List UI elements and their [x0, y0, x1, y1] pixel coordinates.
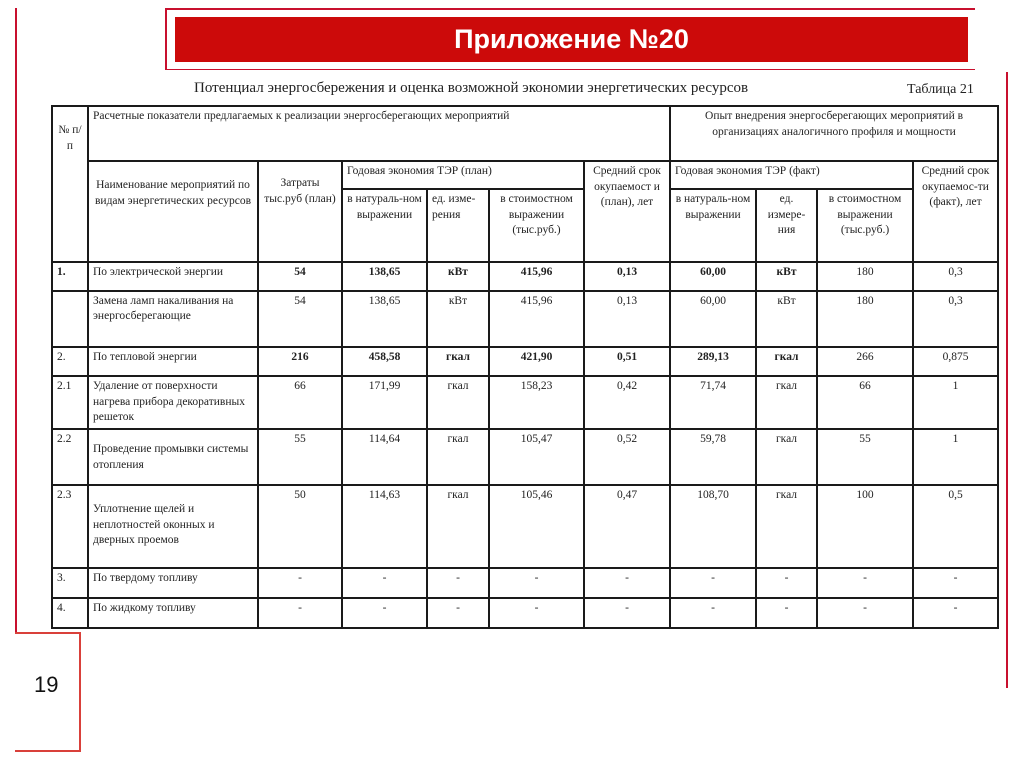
row-nat-plan: 171,99	[342, 376, 427, 429]
row-unit-fact: гкал	[756, 347, 817, 376]
row-value-plan: 158,23	[489, 376, 584, 429]
page-number: 19	[34, 672, 59, 697]
row-unit-fact: гкал	[756, 429, 817, 485]
header-calc-group: Расчетные показатели предлагаемых к реализации энергосберегающих мероприятий	[88, 106, 670, 161]
table-row	[52, 376, 998, 429]
frame-line-left-bottom-vertical	[79, 632, 81, 752]
row-num: 1.	[52, 262, 88, 291]
header-cost-expr-fact: в стоимостном выражении (тыс.руб.)	[817, 189, 913, 261]
row-value-fact: 100	[817, 485, 913, 567]
row-payback-plan: 0,52	[584, 429, 670, 485]
title-banner	[175, 17, 968, 62]
table-number: Таблица 21	[907, 82, 974, 97]
row-num: 2.2	[52, 429, 88, 485]
row-value-plan: 105,47	[489, 429, 584, 485]
row-cost: -	[258, 598, 342, 628]
row-num: 3.	[52, 568, 88, 598]
row-cost: 216	[258, 347, 342, 376]
row-nat-plan: -	[342, 568, 427, 598]
banner-title: Приложение №20	[454, 24, 689, 54]
row-cost: 66	[258, 376, 342, 429]
row-nat-plan: 138,65	[342, 262, 427, 291]
header-unit-fact: ед. измере-ния	[756, 189, 817, 261]
row-value-fact: 66	[817, 376, 913, 429]
row-value-fact: 55	[817, 429, 913, 485]
row-payback-fact: -	[913, 598, 998, 628]
row-value-plan: 415,96	[489, 262, 584, 291]
row-nat-fact: 108,70	[670, 485, 756, 567]
row-name: Замена ламп накаливания на энергосберегающие	[88, 291, 258, 347]
row-nat-fact: 60,00	[670, 262, 756, 291]
row-payback-plan: 0,51	[584, 347, 670, 376]
row-unit-plan: кВт	[427, 291, 489, 347]
row-unit-fact: -	[756, 598, 817, 628]
row-value-plan: 105,46	[489, 485, 584, 567]
row-nat-fact: -	[670, 568, 756, 598]
row-nat-plan: 114,64	[342, 429, 427, 485]
row-payback-plan: -	[584, 598, 670, 628]
row-num: 2.	[52, 347, 88, 376]
row-payback-fact: 0,3	[913, 262, 998, 291]
header-unit-plan: ед. изме-рения	[427, 189, 489, 261]
row-cost: 55	[258, 429, 342, 485]
frame-line-left-vertical	[15, 8, 17, 633]
row-payback-plan: 0,42	[584, 376, 670, 429]
table-row	[52, 429, 998, 485]
row-value-plan: 415,96	[489, 291, 584, 347]
row-value-fact: 266	[817, 347, 913, 376]
header-fact-econ: Годовая экономия ТЭР (факт)	[670, 161, 913, 189]
header-num: № п/п	[52, 106, 88, 262]
row-payback-fact: -	[913, 568, 998, 598]
row-nat-plan: 458,58	[342, 347, 427, 376]
row-nat-fact: 71,74	[670, 376, 756, 429]
header-fact-payback: Средний срок окупаемос-ти (факт), лет	[913, 161, 998, 261]
row-unit-plan: -	[427, 598, 489, 628]
row-name: Удаление от поверхности нагрева прибора декоративных решеток	[88, 376, 258, 429]
row-payback-fact: 0,3	[913, 291, 998, 347]
row-unit-fact: кВт	[756, 262, 817, 291]
row-name: Уплотнение щелей и неплотностей оконных и дверных проемов	[88, 485, 258, 567]
row-payback-fact: 1	[913, 376, 998, 429]
row-unit-plan: гкал	[427, 376, 489, 429]
row-value-plan: -	[489, 598, 584, 628]
row-nat-fact: -	[670, 598, 756, 628]
row-cost: -	[258, 568, 342, 598]
row-payback-plan: 0,13	[584, 262, 670, 291]
header-plan-payback: Средний срок окупаемост и (план), лет	[584, 161, 670, 261]
header-nat-fact: в натураль-ном выражении	[670, 189, 756, 261]
row-value-plan: 421,90	[489, 347, 584, 376]
row-payback-fact: 0,875	[913, 347, 998, 376]
row-nat-fact: 60,00	[670, 291, 756, 347]
row-payback-fact: 0,5	[913, 485, 998, 567]
row-nat-plan: 114,63	[342, 485, 427, 567]
row-unit-plan: гкал	[427, 429, 489, 485]
row-value-fact: 180	[817, 291, 913, 347]
header-cost: Затраты тыс.руб (план)	[258, 161, 342, 261]
row-name: По электрической энергии	[88, 262, 258, 291]
table-row	[52, 347, 998, 376]
header-name: Наименование мероприятий по видам энергетических ресурсов	[88, 161, 258, 261]
table-row	[52, 262, 998, 291]
row-nat-plan: 138,65	[342, 291, 427, 347]
table-row	[52, 568, 998, 598]
header-cost-expr-plan: в стоимостном выражении (тыс.руб.)	[489, 189, 584, 261]
row-unit-plan: гкал	[427, 485, 489, 567]
row-num	[52, 291, 88, 347]
row-name: По жидкому топливу	[88, 598, 258, 628]
header-nat-plan: в натураль-ном выражении	[342, 189, 427, 261]
row-cost: 54	[258, 291, 342, 347]
frame-line-under-banner	[165, 69, 975, 70]
row-payback-plan: -	[584, 568, 670, 598]
row-name: По тепловой энергии	[88, 347, 258, 376]
row-cost: 54	[258, 262, 342, 291]
table-row	[52, 598, 998, 628]
frame-line-left-upper	[165, 8, 167, 70]
frame-line-right-vertical	[1006, 72, 1008, 688]
row-nat-fact: 289,13	[670, 347, 756, 376]
row-unit-plan: гкал	[427, 347, 489, 376]
row-num: 2.1	[52, 376, 88, 429]
table-row	[52, 291, 998, 347]
row-value-fact: -	[817, 568, 913, 598]
row-num: 2.3	[52, 485, 88, 567]
header-plan-econ: Годовая экономия ТЭР (план)	[342, 161, 584, 189]
energy-savings-table	[51, 105, 999, 629]
row-unit-fact: гкал	[756, 485, 817, 567]
row-unit-fact: -	[756, 568, 817, 598]
header-exp-group: Опыт внедрения энергосберегающих мероприятий в организациях аналогичного профиля и мощности	[670, 106, 998, 161]
row-unit-plan: кВт	[427, 262, 489, 291]
row-value-plan: -	[489, 568, 584, 598]
frame-line-bottom-left	[15, 632, 81, 634]
row-name: По твердому топливу	[88, 568, 258, 598]
row-unit-plan: -	[427, 568, 489, 598]
row-unit-fact: гкал	[756, 376, 817, 429]
row-value-fact: -	[817, 598, 913, 628]
row-num: 4.	[52, 598, 88, 628]
frame-line-bottom	[15, 750, 81, 752]
row-name: Проведение промывки системы отопления	[88, 429, 258, 485]
frame-line-top	[165, 8, 975, 10]
row-nat-fact: 59,78	[670, 429, 756, 485]
row-payback-plan: 0,47	[584, 485, 670, 567]
row-cost: 50	[258, 485, 342, 567]
row-payback-fact: 1	[913, 429, 998, 485]
row-nat-plan: -	[342, 598, 427, 628]
table-row	[52, 485, 998, 567]
row-payback-plan: 0,13	[584, 291, 670, 347]
row-unit-fact: кВт	[756, 291, 817, 347]
row-value-fact: 180	[817, 262, 913, 291]
table-caption: Потенциал энергосбережения и оценка возможной экономии энергетических ресурсов	[194, 80, 749, 96]
